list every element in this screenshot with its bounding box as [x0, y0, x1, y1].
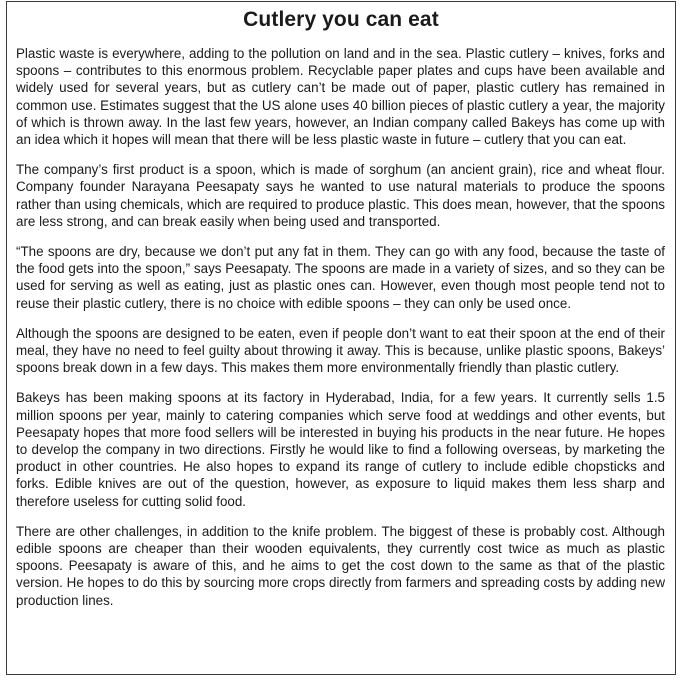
paragraph-4: Although the spoons are designed to be eaten, even if people don’t want to eat their spoon at the end of their meal, they have no need to feel guilty about throwing it away. This is because, unlike plastic spoons, Bakeys’ spoons break down in a few days. This makes them more environmentally friendly than plastic cutlery. — [16, 325, 665, 376]
paragraph-3: “The spoons are dry, because we don’t put any fat in them. They can go with any food, because the taste of the food gets into the spoon,” says Peesapaty. The spoons are made in a variety of sizes, and so they can be used for serving as well as eating, just as plastic ones can. However, even though most people tend not to reuse their plastic cutlery, there is no choice with edible spoons – they can only be used once. — [16, 244, 665, 311]
article-body — [16, 45, 665, 609]
article-frame — [6, 1, 676, 675]
article-title: Cutlery you can eat — [243, 8, 439, 31]
paragraph-2: The company’s first product is a spoon, which is made of sorghum (an ancient grain), rice and wheat flour. Company founder Narayana Peesapaty says he wanted to use natural materials to produce the spoons rather than using chemicals, which are required to produce plastic. This does mean, however, that the spoons are less strong, and can break easily when being used and transported. — [16, 162, 665, 229]
paragraph-5: Bakeys has been making spoons at its factory in Hyderabad, India, for a few years. It currently sells 1.5 million spoons per year, mainly to catering companies which serve food at weddings and other events, but Peesapaty hopes that more food sellers will be interested in buying his products in the near future. He hopes to develop the company in two directions. Firstly he would like to find a following overseas, by marketing the product in other countries. He also hopes to expand its range of cutlery to include edible chopsticks and forks. Edible knives are out of the question, however, as exposure to liquid makes them less sharp and therefore useless for cutting solid food. — [16, 390, 665, 509]
paragraph-1: Plastic waste is everywhere, adding to the pollution on land and in the sea. Plastic cutlery – knives, forks and spoons – contributes to this enormous problem. Recyclable paper plates and cups have been available and widely used for several years, but as cutlery can’t be made out of paper, plastic cutlery has remained in common use. Estimates suggest that the US alone uses 40 billion pieces of plastic cutlery a year, the majority of which is thrown away. In the last few years, however, an Indian company called Bakeys has come up with an idea which it hopes will mean that there will be less plastic waste in future – cutlery that you can eat. — [16, 46, 665, 148]
paragraph-6: There are other challenges, in addition to the knife problem. The biggest of these is probably cost. Although edible spoons are cheaper than their wooden equivalents, they currently cost twice as much as plastic spoons. Peesapaty is aware of this, and he aims to get the cost down to the same as that of the plastic version. He hopes to do this by sourcing more crops directly from farmers and spreading costs by adding new production lines. — [16, 523, 665, 608]
